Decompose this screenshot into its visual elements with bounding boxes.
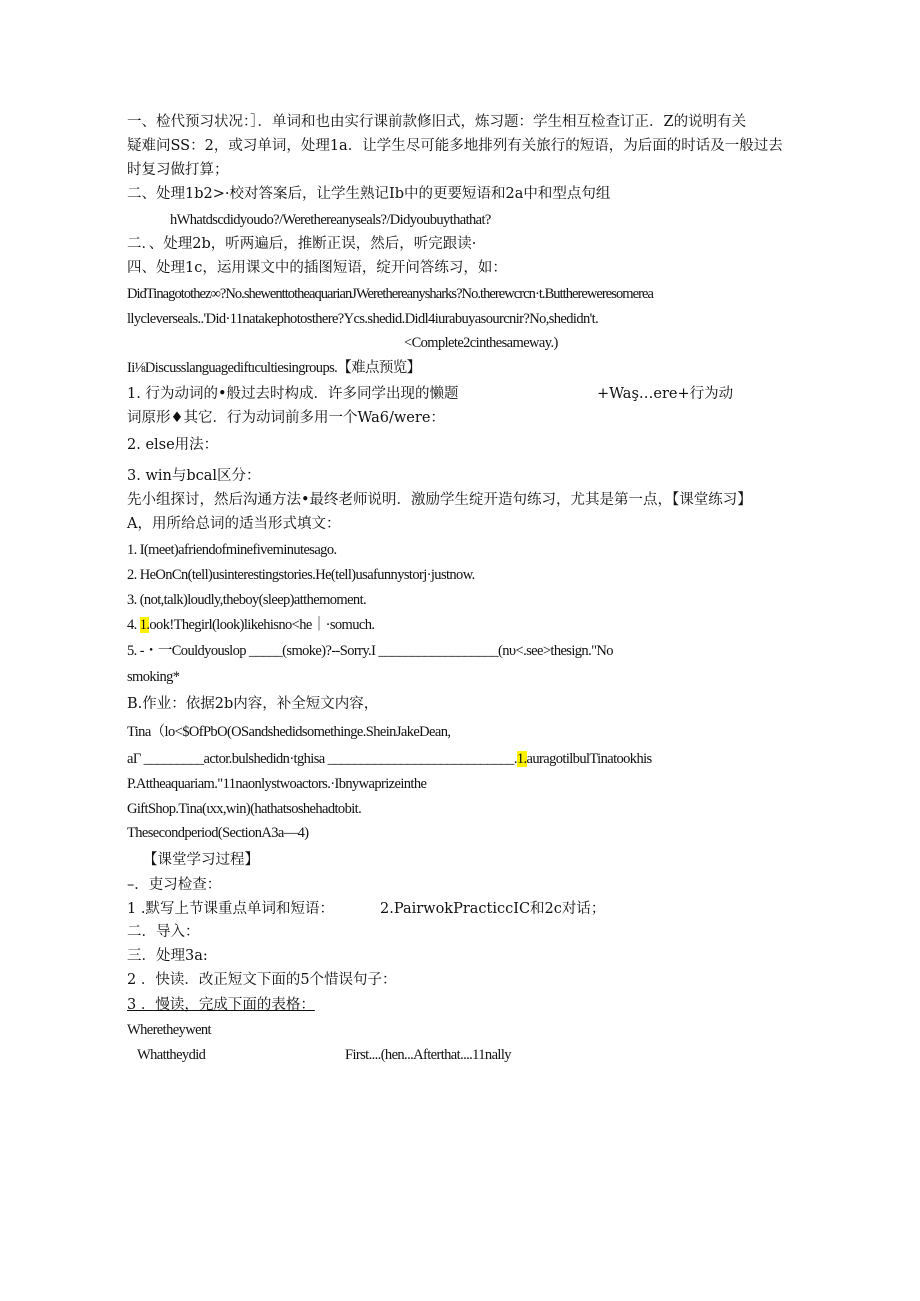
text-line: 3 ．慢读，完成下面的表格： [127,997,315,1013]
text-line: A，用所给总词的适当形式填文： [127,516,341,532]
exercise-item: 3. (not,talk)loudly,theboy(sleep)atthemoment. [127,592,367,608]
text-line: 一、检代预习状况：］．单词和也由实行课前款修旧式，炼习题：学生相互检查订正．Z的说明有关 [127,114,747,130]
text-line: llycleverseals..'Did·11natakephotosthere?Ycs.shedid.Didl4iurabuyasourcnir?No,shedidn't. [127,311,599,327]
text-line: P.Attheaquariam."11naonlystwoactors.·Ibnywaprizeinthe [127,776,427,792]
text-line: 二．、处理2b，听两遍后，推断正误，然后，听完跟读· [127,236,477,252]
text-span: aΓ _________actor.bulshedidn·tghisa ____________________________. [127,751,517,767]
section-title: Thesecondperiod(SectionA3a—4) [127,825,309,841]
item-number: 4. [127,617,140,633]
text-line: DidTinagotothez∞?No.shewenttotheaquarianJWerethereanysharks?No.therewcrcn·t.Butthereweresomerea [127,286,653,302]
text-line: 词原形♦其它．行为动词前多用一个Wa6/were： [127,410,445,426]
text-line: 1 .默写上节课重点单词和短语： [127,901,334,917]
text-line: 二、处理1b2>·校对答案后，让学生熟记Ib中的更要短语和2a中和型点句组 [127,186,611,202]
exercise-item: 5. -・一Couldyouslop _____(smoke)?--Sorry.I __________________(nυ<.see>thesign."No [127,643,613,659]
list-item: 3. win与bcal区分： [127,468,261,484]
text-line: –．吏习检查： [127,877,222,893]
text-line: smoking* [127,669,180,685]
table-cell: First....(hen...Afterthat....11nally [345,1047,511,1063]
exercise-item [127,615,374,635]
list-item: 2. else用法： [127,437,219,453]
text-line: <Complete2cinthesameway.) [404,335,558,351]
text-line [127,749,652,769]
text-line: 2 ．快读．改正短文下面的5个惜误句子： [127,972,397,988]
highlighted-text: 1. [516,751,527,767]
text-line: 四、处理1c，运用课文中的插图短语，绽开问答练习，如： [127,260,507,276]
text-line: B.作业：依据2b内容，补全短文内容， [127,696,379,712]
table-header: Wheretheywent [127,1022,211,1038]
text-line: hWhatdscdidyoudo?/Werethereanyseals?/Didyoubuythathat? [170,212,491,228]
text-line: 1. 行为动词的•般过去时构成．许多同学出现的懒题 [127,386,459,402]
text-line: Tina（lo<$OfPbO(OSandshedidsomethinge.SheinJakeDean, [127,724,451,740]
text-line: 疑难问SS：2，或习单词，处理1a．让学生尽可能多地排列有关旅行的短语，为后面的时话及一般过去 [127,138,783,154]
exercise-item: 2. HeOnCn(tell)usinterestingstories.He(tell)usafunnystorj·justnow. [127,567,475,583]
highlighted-text: 1. [139,617,150,633]
section-heading: 【课堂学习过程】 [143,852,259,868]
exercise-item: 1. I(meet)afriendofminefiveminutesago. [127,542,337,558]
text-line: +Waş…ere+行为动 [597,386,734,402]
section-heading: Ii⅛Discusslanguagediftıcultiesingroups.【难点预览】 [127,360,421,376]
item-text: ook!Thegirl(look)likehisno<he｜·somuch. [149,617,375,633]
text-line: 先小组探讨，然后沟通方法•最终老师说明．激励学生绽开造句练习，尤其是第一点，【课堂练习】 [127,492,752,508]
text-line: GiftShop.Tina(ιxx,win)(hathatsoshehadtobit. [127,801,362,817]
text-line: 2.PairwokPracticcIC和2c对话； [380,901,606,917]
table-header: Whattheydid [137,1047,206,1063]
text-line: 时复习做打算； [127,162,229,178]
text-line: 二．导入： [127,924,200,940]
text-line: 三．处理3a: [127,948,208,964]
text-span: auragotilbulTinatookhis [526,751,652,767]
